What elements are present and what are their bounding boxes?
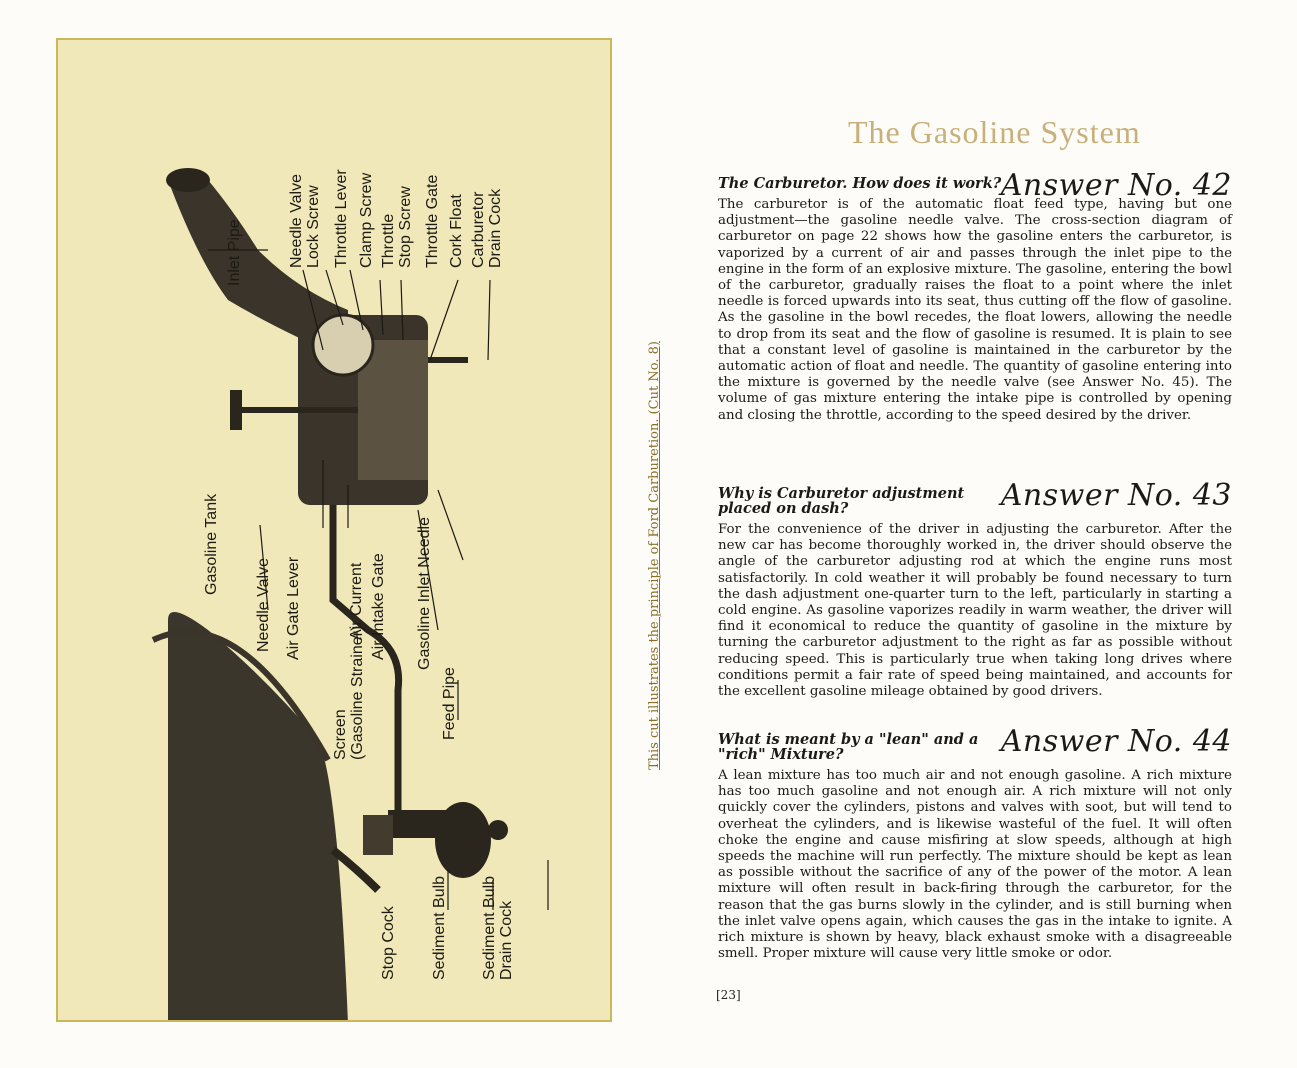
question-heading: What is meant by a "lean" and a "rich" Mixture? (718, 731, 979, 763)
label-sediment-bulb: Sediment Bulb (431, 875, 448, 980)
label-needle-valve: Needle Valve (255, 558, 272, 652)
label-carburetor-drain-cock: Carburetor Drain Cock (470, 188, 504, 268)
answer-number: Answer No. 43 (1000, 478, 1232, 513)
answer-text: A lean mixture has too much air and not enough gasoline. A rich mixture has too much gasoline and not enough air. A rich mixture will not only quickly cover the cylinders, pistons and valves with soot, but will tend to overheat the cylinders, and is likewise wasteful of the fuel. It will often choke the engine and cause misfiring at slow speeds, although at high speeds the machine will run perfectly. The mixture should be kept as lean as possible without the sacrifice of any of the power of the motor. A lean mixture will often result in back-firing through the carburetor, for the reason that the gas burns slowly in the cylinder, and is still burning when the inlet valve opens again, which causes the gas in the intake to ignite. A rich mixture is shown by heavy, black exhaust smoke with a disagreeable smell. Proper mixture will cause very little smoke or odor. (718, 768, 1232, 962)
answer-text: For the convenience of the driver in adjusting the carburetor. After the new car has become thoroughly worked in, the driver should observe the angle of the carburetor adjusting rod at which the engine runs most satisfactorily. In cold weather it will probably be found necessary to turn the dash adjustment one-quarter turn to the left, particularly in starting a cold engine. As gasoline vaporizes readily in warm weather, the driver will find it economical to reduce the quantity of gasoline in the mixture by turning the carburetor adjustment to the right as far as possible without reducing speed. This is particularly true when taking long drives where conditions permit a fair rate of speed being maintained, and accounts for the excellent gasoline mileage obtained by good drivers. (718, 522, 1232, 700)
label-throttle-gate: Throttle Gate (424, 174, 441, 268)
question-heading: The Carburetor. How does it work? (718, 175, 1002, 192)
label-gasoline-inlet-needle: Gasoline Inlet Needle (416, 517, 433, 670)
label-air-intake-gate: Air Intake Gate (370, 553, 387, 660)
label-inlet-pipe: Inlet Pipe (226, 219, 243, 286)
qa-section-43 (718, 478, 1232, 700)
question-heading: Why is Carburetor adjustment placed on dash? (718, 485, 965, 517)
page-title: The Gasoline System (848, 114, 1141, 150)
label-sediment-bulb-drain-cock: Sediment Bulb Drain Cock (481, 875, 515, 980)
label-needle-valve-lock-screw: Needle Valve Lock Screw (288, 174, 322, 268)
page-number: [23] (716, 988, 741, 1002)
qa-section-42 (718, 168, 1232, 424)
label-gasoline-tank: Gasoline Tank (203, 493, 220, 595)
label-screen: Screen (Gasoline Strainer) (332, 625, 366, 760)
label-air-current: Air Current (348, 562, 365, 640)
figure-caption: This cut illustrates the principle of Ford Carburetion. (Cut No. 8) (647, 341, 662, 770)
label-cork-float: Cork Float (448, 194, 465, 268)
qa-section-44 (718, 724, 1232, 962)
answer-number: Answer No. 44 (1000, 724, 1232, 759)
label-throttle-lever: Throttle Lever (333, 169, 350, 268)
answer-number: Answer No. 42 (1000, 168, 1232, 203)
label-air-gate-lever: Air Gate Lever (285, 556, 302, 660)
label-throttle-stop-screw: Throttle Stop Screw (380, 186, 414, 268)
carburetor-illustration-plate (56, 38, 612, 1022)
label-feed-pipe: Feed Pipe (441, 667, 458, 740)
answer-text: The carburetor is of the automatic float feed type, having but one adjustment—the gasoline needle valve. The cross-section diagram of carburetor on page 22 shows how the gasoline enters the carburetor, is vaporized by a current of air and passes through the inlet pipe to the engine in the form of an explosive mixture. The gasoline, entering the bowl of the carburetor, gradually raises the float to a point where the inlet needle is forced upwards into its seat, thus cutting off the flow of gasoline. As the gasoline in the bowl recedes, the float lowers, allowing the needle to drop from its seat and the flow of gasoline is resumed. It is plain to see that a constant level of gasoline is maintained in the carburetor by the automatic action of float and needle. The quantity of gasoline entering into the mixture is governed by the needle valve (see Answer No. 45). The volume of gas mixture entering the intake pipe is controlled by opening and closing the throttle, according to the speed desired by the driver. (718, 197, 1232, 423)
label-clamp-screw: Clamp Screw (358, 172, 375, 268)
label-stop-cock: Stop Cock (380, 906, 397, 980)
gasoline-tank-drawing (168, 612, 348, 1022)
